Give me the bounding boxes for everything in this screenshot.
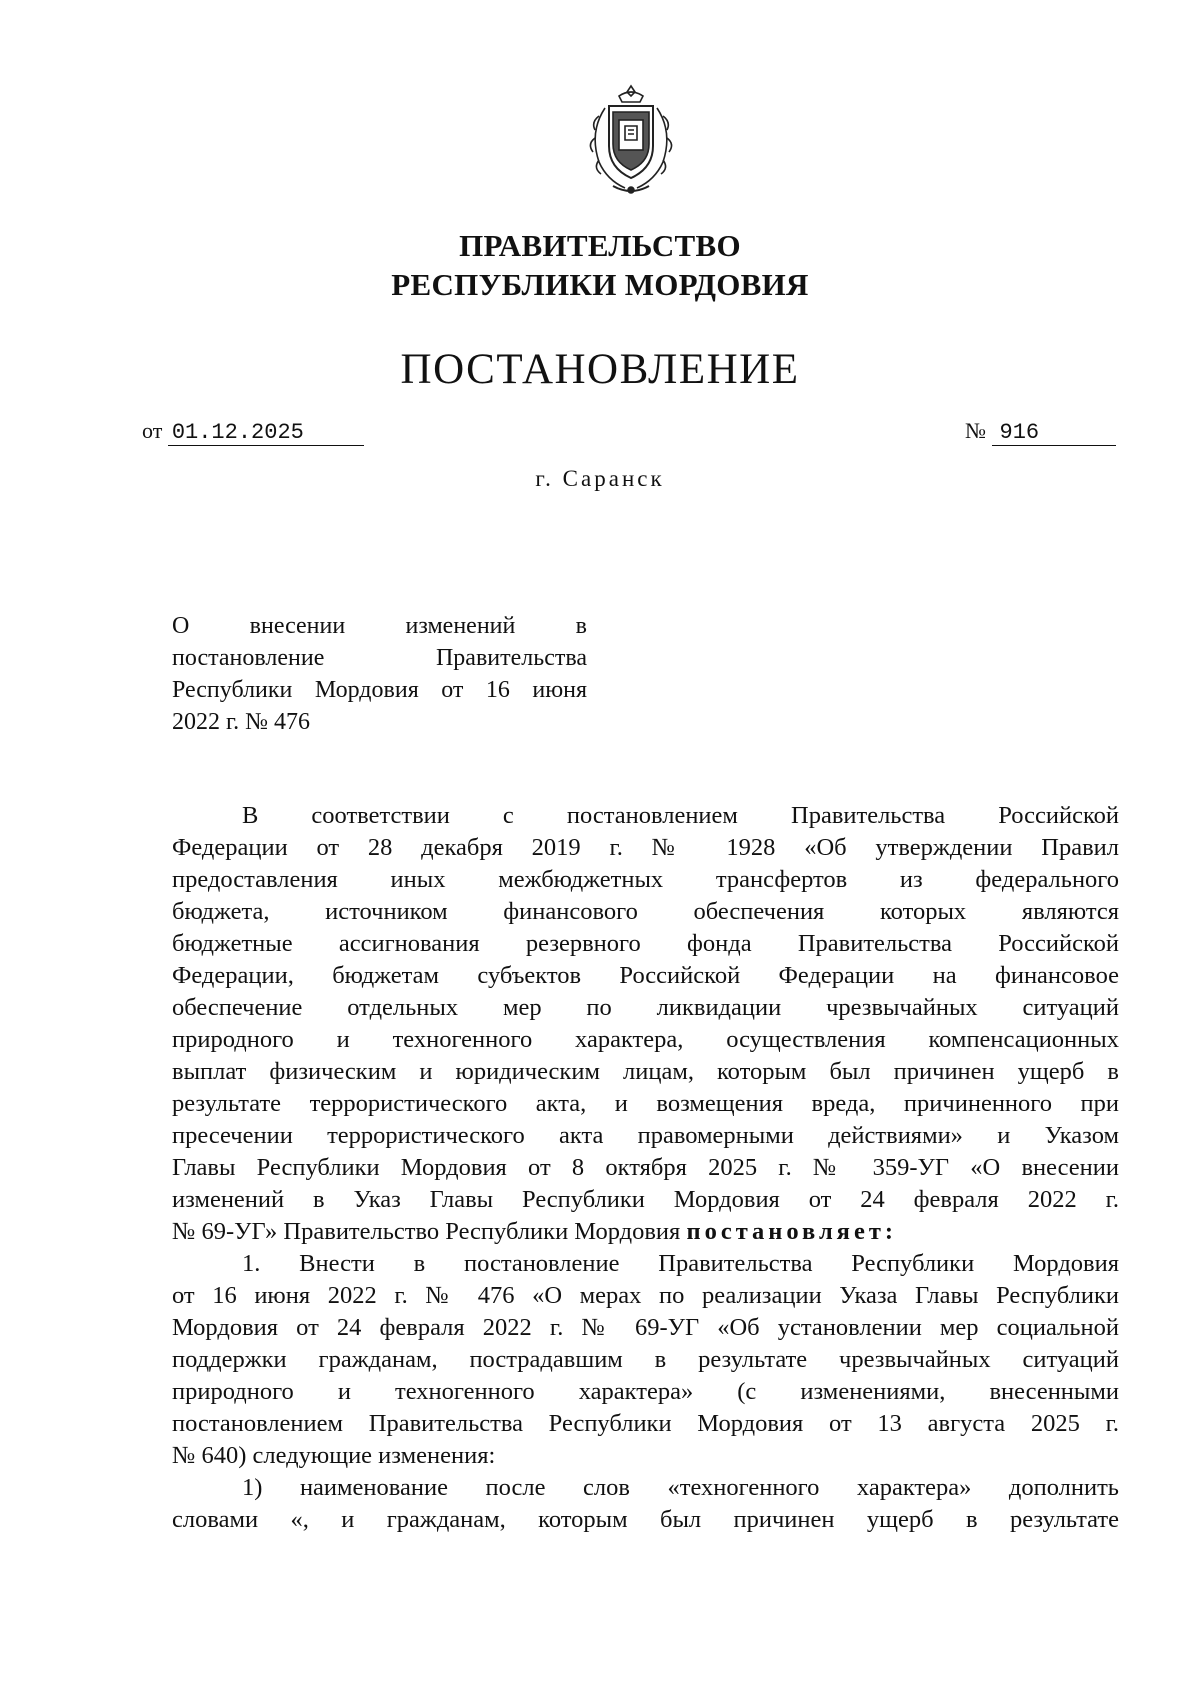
body-line: В соответствии с постановлением Правительства Российской xyxy=(242,802,1119,829)
body-line: поддержки гражданам, пострадавшим в результате чрезвычайных ситуаций xyxy=(172,1346,1119,1373)
body-line: от 16 июня 2022 г. № 476 «О мерах по реализации Указа Главы Республики xyxy=(172,1282,1119,1309)
body-line: предоставления иных межбюджетных трансфертов из федерального xyxy=(172,866,1119,893)
body-line: 1) наименование после слов «техногенного характера» дополнить xyxy=(242,1474,1119,1501)
date-prefix: от xyxy=(142,418,163,443)
body-line: выплат физическим и юридическим лицам, которым был причинен ущерб в xyxy=(172,1058,1119,1085)
subject-line: постановление Правительства xyxy=(172,645,587,671)
subject-line: 2022 г. № 476 xyxy=(172,709,311,735)
body-line: пресечении террористического акта правомерными действиями» и Указом xyxy=(172,1122,1119,1149)
org-name-line-1: ПРАВИТЕЛЬСТВО xyxy=(459,228,741,263)
body-line: Федерации, бюджетам субъектов Российской Федерации на финансовое xyxy=(172,962,1119,989)
document-subject xyxy=(172,610,587,738)
document-type-title: ПОСТАНОВЛЕНИЕ xyxy=(400,346,800,393)
number-prefix: № xyxy=(965,418,986,443)
body-line: 1. Внести в постановление Правительства Республики Мордовия xyxy=(242,1250,1119,1277)
body-line: бюджета, источником финансового обеспечения которых являются xyxy=(172,898,1119,925)
body-line: природного и техногенного характера» (с изменениями, внесенными xyxy=(172,1378,1119,1405)
resolves-word: постановляет: xyxy=(686,1218,898,1245)
body-line: природного и техногенного характера, осуществления компенсационных xyxy=(172,1026,1119,1053)
body-line-text: № 69-УГ» Правительство Республики Мордовия xyxy=(172,1218,681,1245)
coat-of-arms-icon xyxy=(575,82,687,200)
body-line: Главы Республики Мордовия от 8 октября 2025 г. № 359-УГ «О внесении xyxy=(172,1154,1119,1181)
body-line: результате террористического акта, и возмещения вреда, причиненного при xyxy=(172,1090,1119,1117)
body-line: бюджетные ассигнования резервного фонда Правительства Российской xyxy=(172,930,1119,957)
body-line: постановлением Правительства Республики Мордовия от 13 августа 2025 г. xyxy=(172,1410,1119,1437)
body-line: Мордовия от 24 февраля 2022 г. № 69-УГ «Об установлении мер социальной xyxy=(172,1314,1119,1341)
number-value: 916 xyxy=(992,421,1116,446)
body-line xyxy=(172,1216,1119,1248)
body-line: Федерации от 28 декабря 2019 г. № 1928 «Об утверждении Правил xyxy=(172,834,1119,861)
city-name: г. Саранск xyxy=(535,466,665,491)
body-line: словами «, и гражданам, которым был причинен ущерб в результате xyxy=(172,1506,1119,1533)
date-value: 01.12.2025 xyxy=(168,421,364,446)
document-body xyxy=(172,800,1119,1536)
subject-line: О внесении изменений в xyxy=(172,613,587,639)
body-line: № 640) следующие изменения: xyxy=(172,1442,496,1469)
body-line: обеспечение отдельных мер по ликвидации чрезвычайных ситуаций xyxy=(172,994,1119,1021)
org-name-line-2: РЕСПУБЛИКИ МОРДОВИЯ xyxy=(391,267,809,302)
body-line: изменений в Указ Главы Республики Мордовия от 24 февраля 2022 г. xyxy=(172,1186,1119,1213)
subject-line: Республики Мордовия от 16 июня xyxy=(172,677,587,703)
document-number xyxy=(965,418,1116,446)
document-date xyxy=(142,418,364,446)
